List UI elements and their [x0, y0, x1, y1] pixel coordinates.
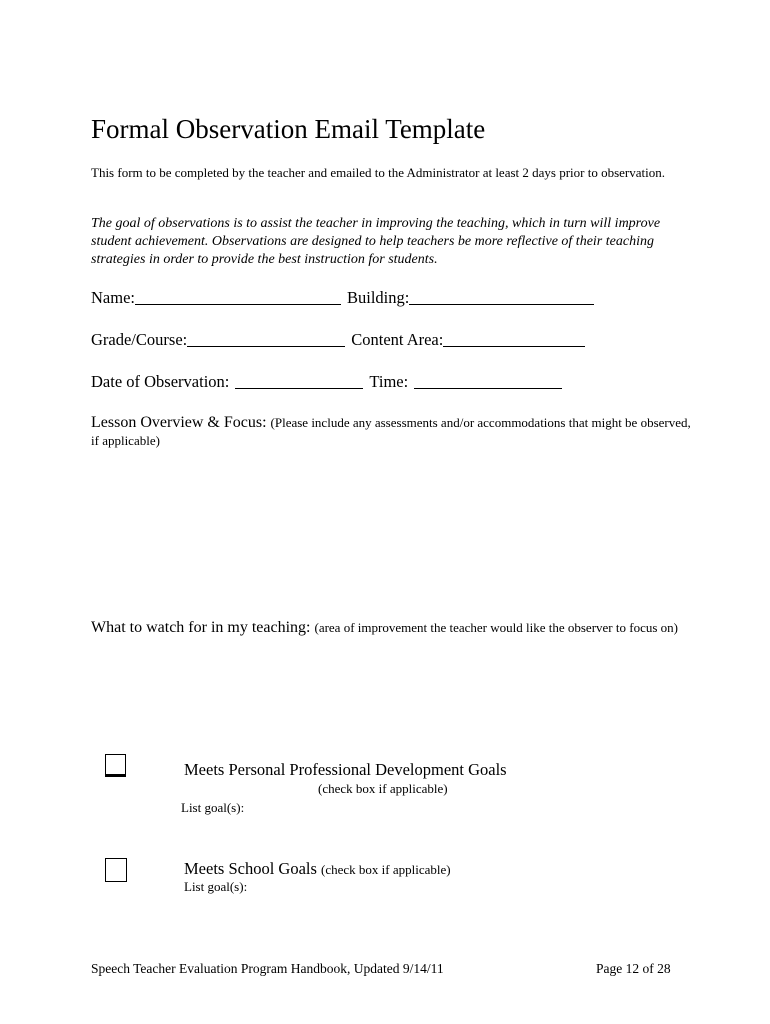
footer-handbook-text: Speech Teacher Evaluation Program Handbook, Updated 9/14/11: [91, 961, 444, 976]
grade-course-field[interactable]: [187, 345, 345, 347]
watch-for-hint: (area of improvement the teacher would like the observer to focus on): [314, 620, 678, 635]
lesson-overview-section: [91, 414, 691, 450]
grade-content-row: [91, 330, 585, 350]
page-title: Formal Observation Email Template: [91, 114, 486, 144]
school-goals-hint: (check box if applicable): [321, 862, 451, 877]
school-goals-checkbox[interactable]: [105, 858, 127, 882]
professional-goals-list-label: List goal(s):: [181, 800, 245, 815]
name-label: Name:: [91, 288, 135, 307]
school-goals-list-label: List goal(s):: [184, 879, 248, 894]
building-label: Building:: [346, 288, 410, 307]
watch-for-label: What to watch for in my teaching:: [91, 619, 311, 636]
content-area-field[interactable]: [443, 345, 585, 347]
lesson-overview-label: Lesson Overview & Focus:: [91, 414, 267, 431]
name-field[interactable]: [135, 303, 341, 305]
content-area-label: Content Area:: [351, 330, 444, 349]
time-field[interactable]: [414, 387, 562, 389]
intro-text: This form to be completed by the teacher and emailed to the Administrator at least 2 days prior to observation.: [91, 165, 666, 180]
date-time-row: [91, 372, 562, 392]
professional-goals-hint: (check box if applicable): [318, 781, 448, 796]
lesson-overview-hint: (Please include any assessments and/or accommodations that might be observed, if applicable): [91, 415, 691, 448]
goal-statement: The goal of observations is to assist the teacher in improving the teaching, which in turn will improve student achievement. Observations are designed to help teachers be more reflective of their teaching strategies in order to provide the best instruction for students.: [91, 216, 661, 267]
watch-for-section: [91, 619, 691, 637]
professional-goals-checkbox[interactable]: [105, 754, 126, 777]
time-label: Time:: [369, 372, 409, 391]
date-of-observation-field[interactable]: [235, 387, 363, 389]
school-goals-section: [184, 859, 451, 879]
footer-page-number: Page 12 of 28: [596, 961, 671, 976]
building-field[interactable]: [409, 303, 594, 305]
name-building-row: [91, 288, 594, 308]
professional-goals-label: Meets Personal Professional Development Goals: [184, 760, 507, 779]
date-of-observation-label: Date of Observation:: [91, 372, 230, 391]
grade-course-label: Grade/Course:: [91, 330, 188, 349]
school-goals-label: Meets School Goals: [184, 859, 317, 878]
